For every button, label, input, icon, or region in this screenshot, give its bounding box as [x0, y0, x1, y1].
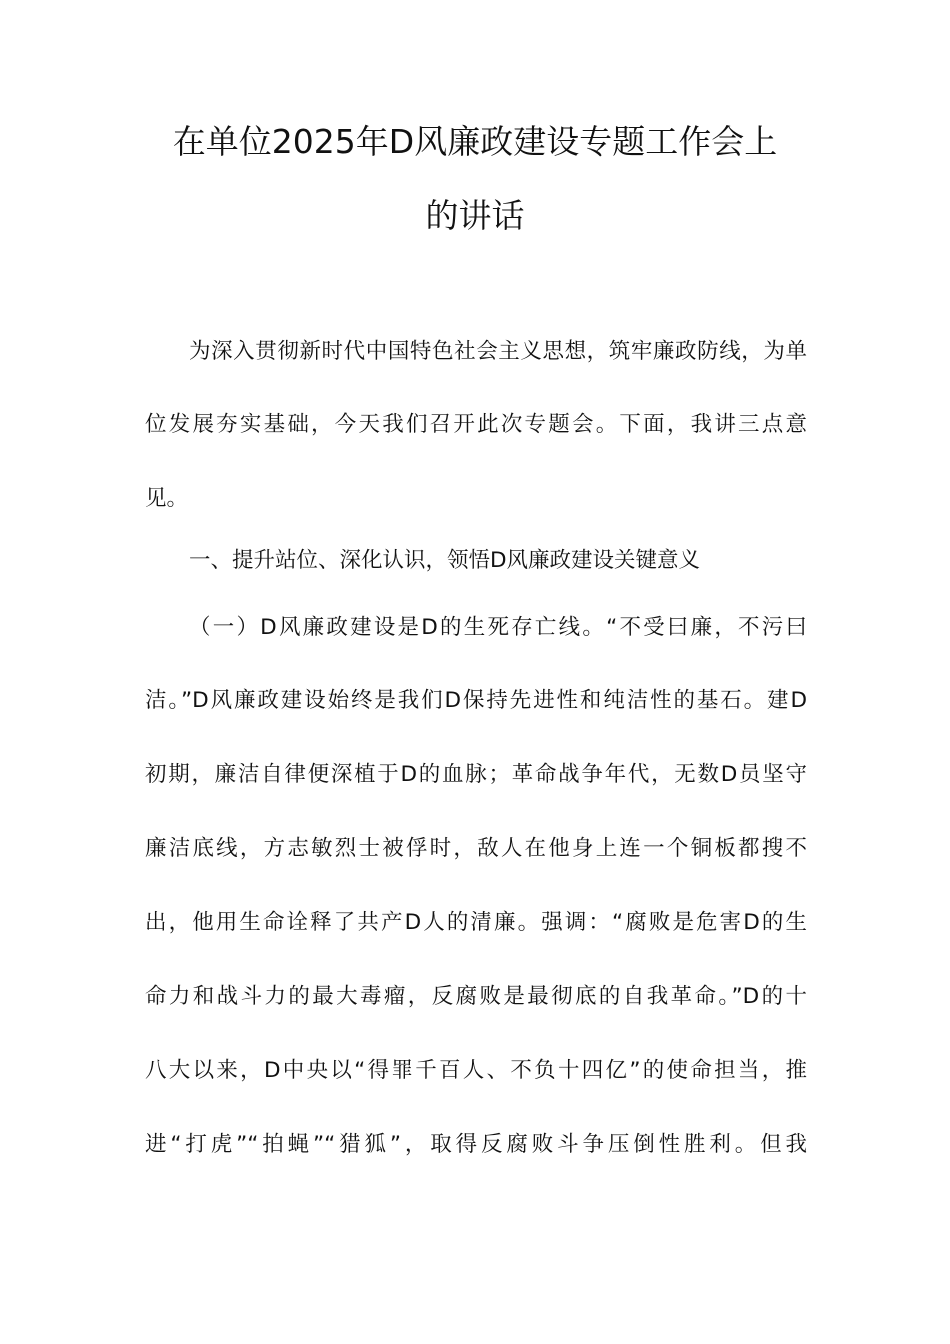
body-text-line: 见。	[145, 486, 189, 511]
title-line-1: 在单位2025年D风廉政建设专题工作会上	[172, 122, 778, 161]
body-text-line: 廉洁底线，方志敏烈士被俘时，敌人在他身上连一个铜板都搜不	[145, 836, 807, 861]
body-text-line: 一、提升站位、深化认识，领悟D风廉政建设关键意义	[189, 548, 701, 573]
body-text-line: 初期，廉洁自律便深植于D的血脉；革命战争年代，无数D员坚守	[145, 762, 807, 787]
body-text-line: （一）D风廉政建设是D的生死存亡线。“不受曰廉，不污曰	[189, 615, 807, 640]
body-text-line: 进“打虎”“拍蝇”“猎狐”，取得反腐败斗争压倒性胜利。但我	[145, 1132, 807, 1157]
body-text-line: 八大以来，D中央以“得罪千百人、不负十四亿”的使命担当，推	[145, 1058, 807, 1083]
title-line-2: 的讲话	[425, 196, 525, 235]
body-text-line: 命力和战斗力的最大毒瘤，反腐败是最彻底的自我革命。”D的十	[145, 984, 807, 1009]
body-text-line: 为深入贯彻新时代中国特色社会主义思想，筑牢廉政防线，为单	[189, 339, 807, 364]
body-text-line: 位发展夯实基础，今天我们召开此次专题会。下面，我讲三点意	[145, 412, 807, 437]
body-text-line: 洁。”D风廉政建设始终是我们D保持先进性和纯洁性的基石。建D	[145, 688, 807, 713]
body-text-line: 出，他用生命诠释了共产D人的清廉。强调：“腐败是危害D的生	[145, 910, 807, 935]
